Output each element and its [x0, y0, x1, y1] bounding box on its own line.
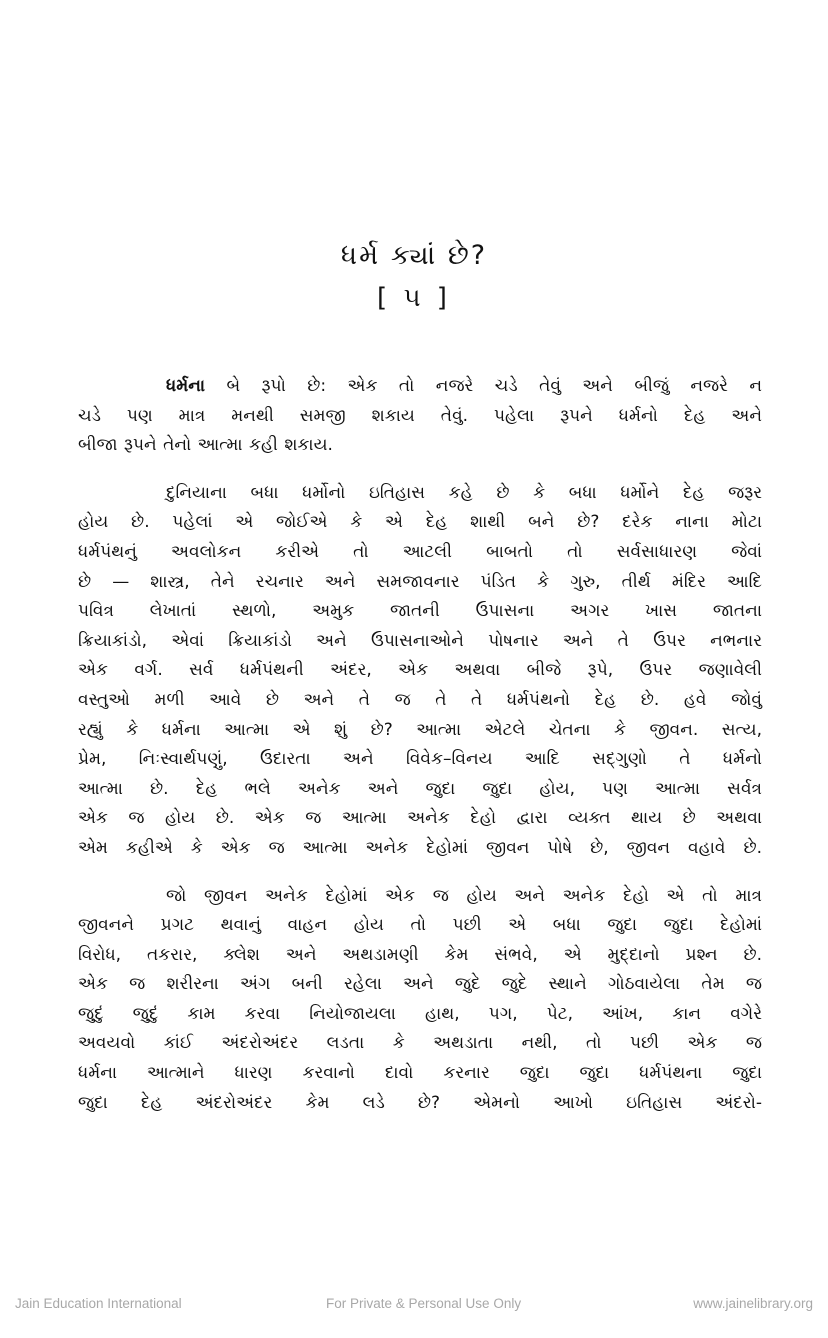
text-line: જીવનને પ્રગટ થવાનું વાહન હોય તો પછી એ બધા જુદા જુદા દેહોમાં [78, 915, 762, 936]
text-line: એક વર્ગ. સર્વ ધર્મપંથની અંદર, એક અથવા બીજે રૂપે, ઉપર જણાવેલી [78, 660, 762, 681]
paragraph-3 [78, 882, 762, 1119]
text-line: પવિત્ર લેખાતાં સ્થળો, અમુક જાતની ઉપાસના અગર ખાસ જાતના [78, 601, 762, 622]
text-line: ક્રિયાકાંડો, એવાં ક્રિયાકાંડો અને ઉપાસનાઓને પોષનાર અને તે ઉપર નભનાર [78, 630, 762, 651]
text-line: એમ કહીએ કે એક જ આત્મા અનેક દેહોમાં જીવન પોષે છે, જીવન વહાવે છે. [78, 837, 762, 858]
text-line: જો જીવન અનેક દેહોમાં એક જ હોય અને અનેક દેહો એ તો માત્ર [166, 885, 762, 906]
text-line: અવયવો કાંઈ અંદરોઅંદર લડતા કે અથડાતા નથી, તો પછી એક જ [78, 1033, 762, 1054]
footer-usage-note: For Private & Personal Use Only [326, 1296, 522, 1311]
text-line: આત્મા છે. દેહ ભલે અનેક અને જુદા જુદા હોય, પણ આત્મા સર્વત્ર [78, 778, 762, 799]
text-line: એક જ શરીરના અંગ બની રહેલા અને જુદે જુદે સ્થાને ગોઠવાયેલા તેમ જ [78, 974, 762, 995]
chapter-title: ધર્મ ક્યાં છે? [340, 240, 488, 272]
text-line: એક જ હોય છે. એક જ આત્મા અનેક દેહો દ્વારા વ્યક્ત થાય છે અથવા [78, 808, 762, 829]
chapter-number: [ ૫ ] [377, 283, 451, 313]
page-footer [0, 1296, 828, 1320]
text-line: ધર્મના આત્માને ધારણ કરવાનો દાવો કરનાર જુદા જુદા ધર્મપંથના જુદા [78, 1063, 762, 1084]
text-line: પ્રેમ, નિઃસ્વાર્થપણું, ઉદારતા અને વિવેક–વિનય આદિ સદ્ગુણો તે ધર્મનો [78, 749, 762, 770]
footer-website-link[interactable]: www.jainelibrary.org [693, 1296, 813, 1311]
paragraph-1 [78, 372, 762, 461]
text-line: છે — શાસ્ત્ર, તેને રચનાર અને સમજાવનાર પંડિત કે ગુરુ, તીર્થ મંદિર આદિ [78, 571, 762, 592]
text-line: બીજા રૂપને તેનો આત્મા કહી શકાય. [78, 435, 333, 456]
footer-publisher: Jain Education International [15, 1296, 182, 1311]
text-line: ધર્મપંથનું અવલોકન કરીએ તો આટલી બાબતો તો સર્વસાધારણ જેવાં [78, 541, 762, 562]
lead-word: ધર્મના [166, 376, 206, 396]
text-line: ચડે પણ માત્ર મનથી સમજી શકાય તેવું. પહેલા રૂપને ધર્મનો દેહ અને [78, 405, 762, 426]
body-text [78, 372, 762, 1118]
text-line: જુદા દેહ અંદરોઅંદર કેમ લડે છે? એમનો આખો ઇતિહાસ અંદરો- [78, 1092, 762, 1113]
paragraph-2 [78, 479, 762, 864]
text-line: વસ્તુઓ મળી આવે છે અને તે જ તે તે ધર્મપંથનો દેહ છે. હવે જોવું [78, 689, 762, 710]
text-line: ધર્મના બે રૂપો છે: એક તો નજરે ચડે તેવું અને બીજું નજરે ન [166, 376, 762, 396]
text-line: દુનિયાના બધા ધર્મોનો ઇતિહાસ કહે છે કે બધા ધર્મોને દેહ જરૂર [166, 482, 762, 503]
text-line: વિરોધ, તકરાર, ક્લેશ અને અથડામણી કેમ સંભવે, એ મુદ્દાનો પ્રશ્ન છે. [78, 944, 762, 965]
text-line: હોય છે. પહેલાં એ જોઈએ કે એ દેહ શાથી બને છે? દરેક નાના મોટા [78, 512, 762, 533]
text-line: જુદું જુદું કામ કરવા નિયોજાયલા હાથ, પગ, પેટ, આંખ, કાન વગેરે [78, 1003, 762, 1024]
text-line: રહ્યું કે ધર્મના આત્મા એ શું છે? આત્મા એટલે ચેતના કે જીવન. સત્ય, [78, 719, 762, 740]
